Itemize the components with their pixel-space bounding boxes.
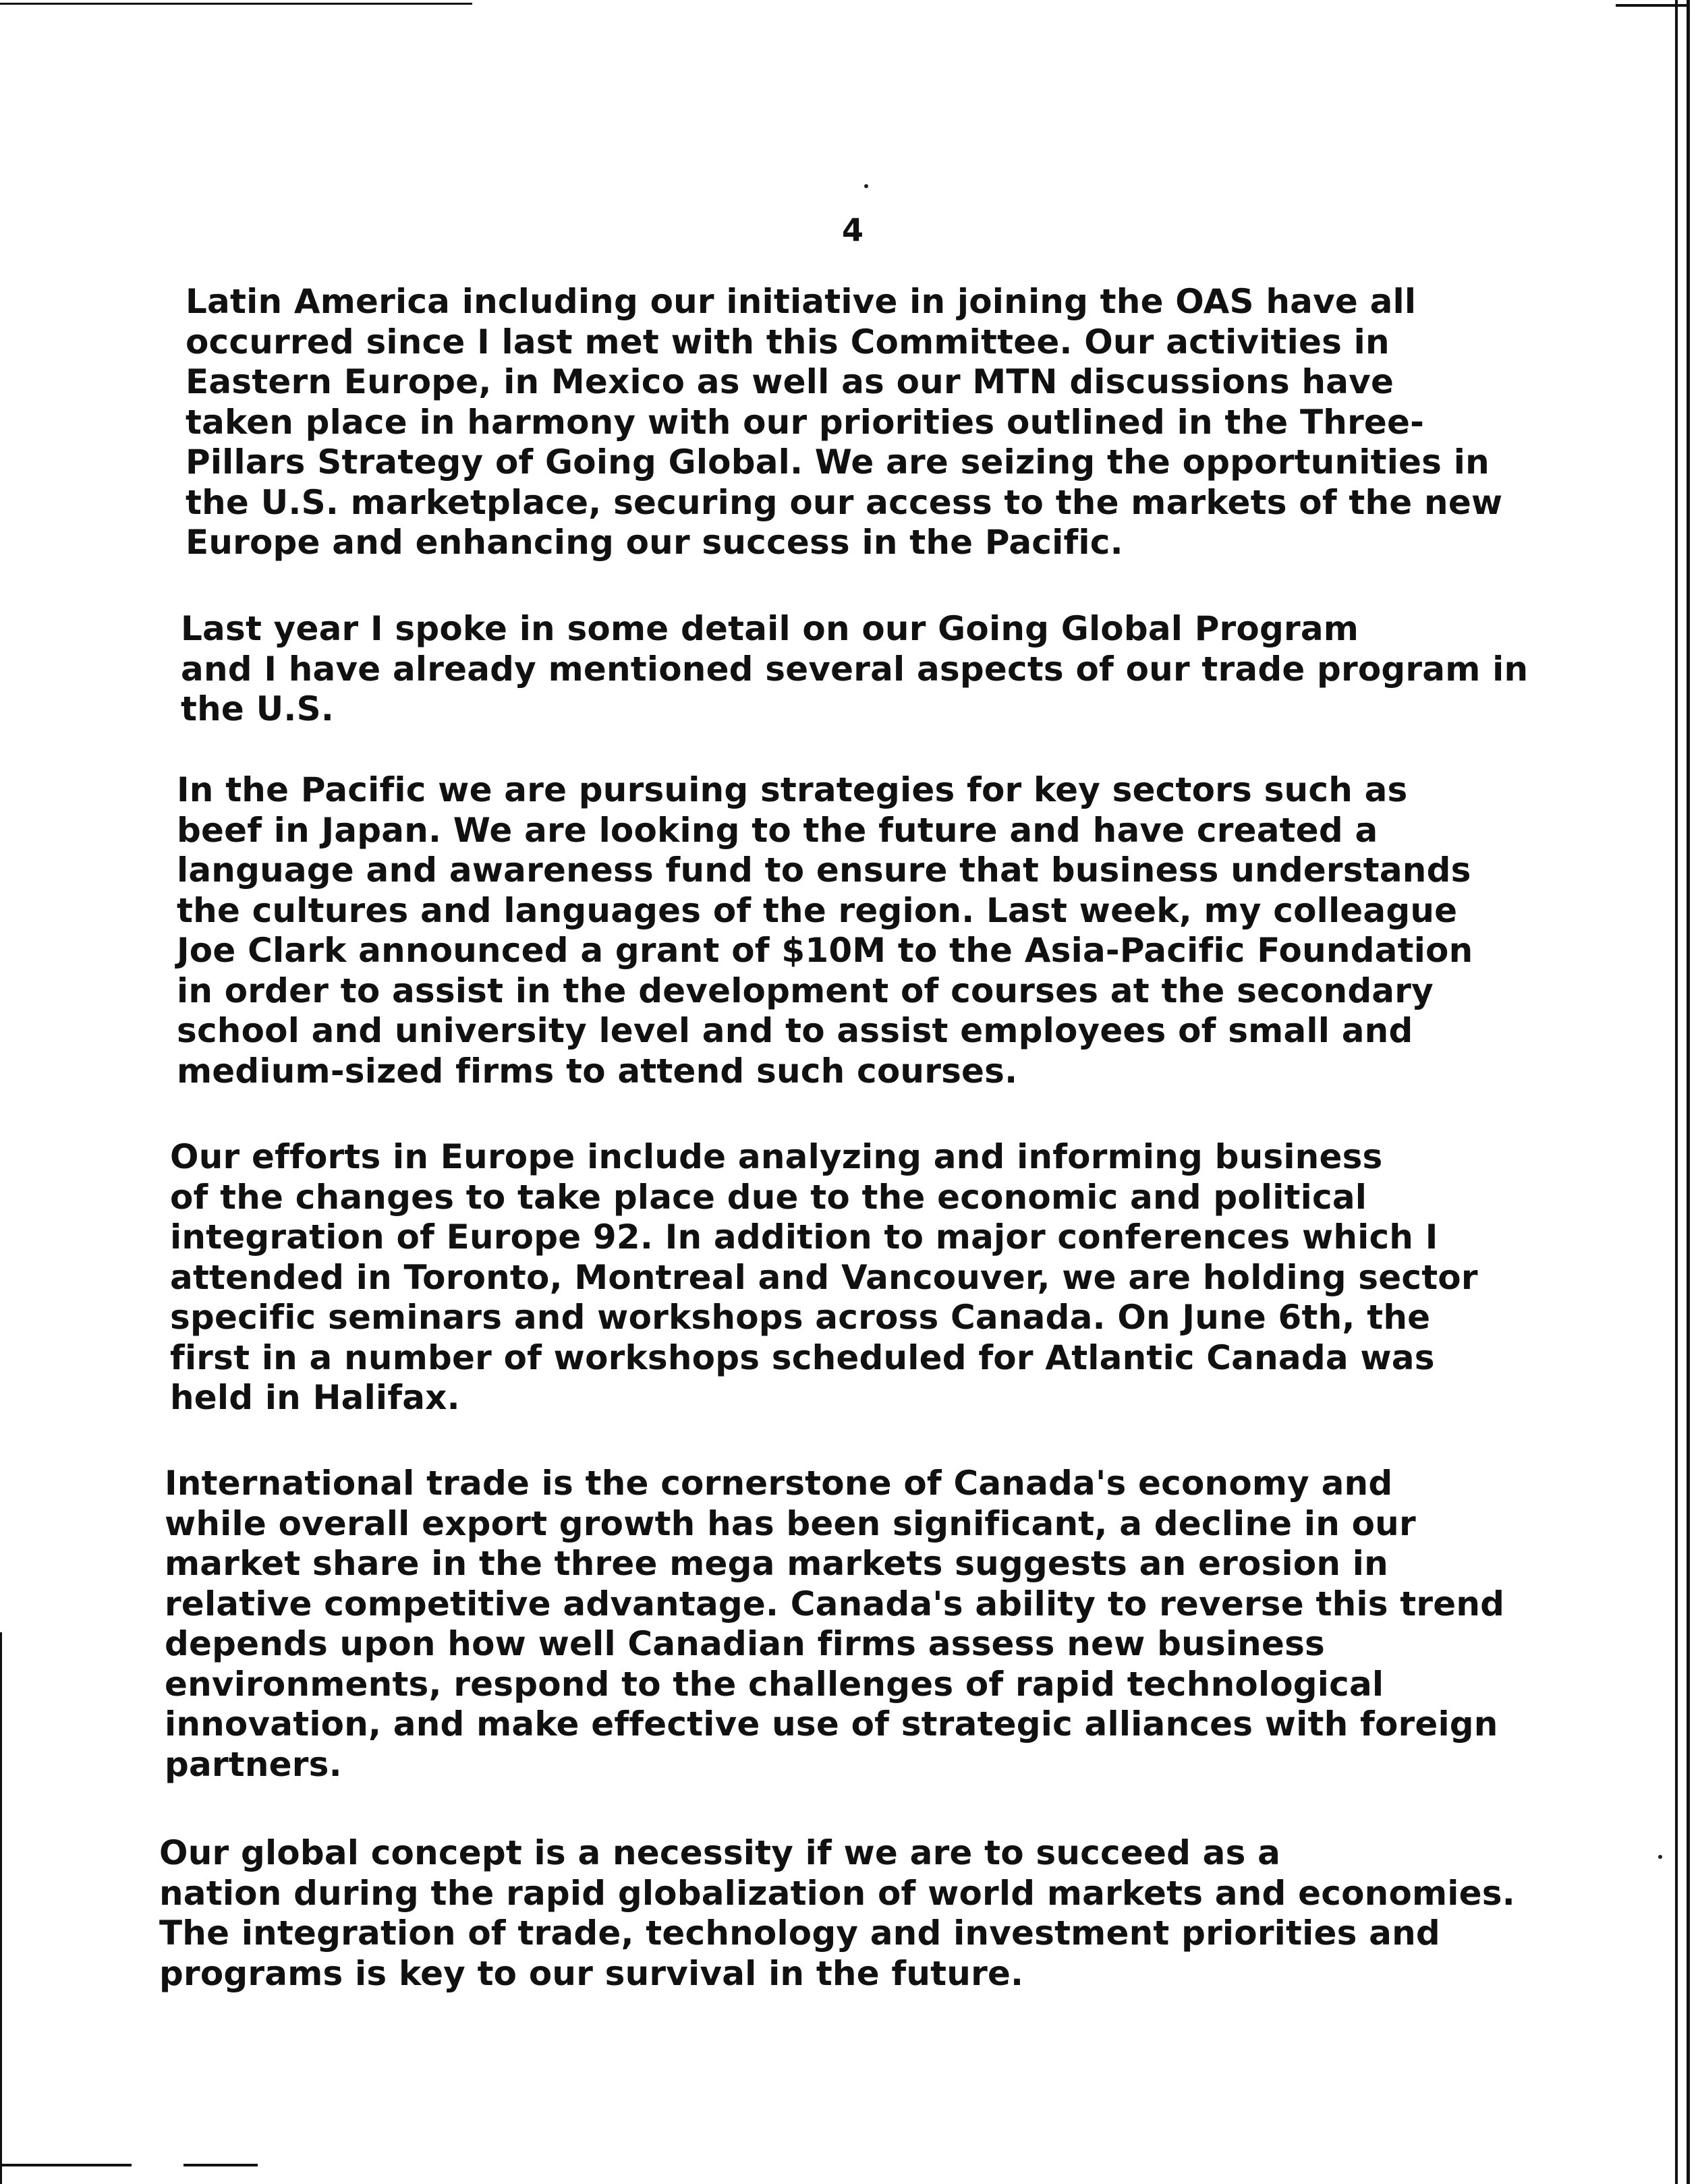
scan-top-rule — [0, 3, 472, 5]
paragraph-latin-america: Latin America including our initiative in joining the OAS have all occurred since I last met with this Committee. Our activities in Eastern Europe, in Mexico as well as our MTN discussions have taken place in harmony with our priorities outlined in the Three- Pillars Strategy of Going Global. We are seizing the opportunities in the U.S. marketplace, securing our access to the markets of the new Europe and enhancing our success in the Pacific. — [186, 282, 1503, 562]
scan-bottom-rule-left — [0, 2164, 132, 2166]
scan-left-margin-mark — [0, 1632, 2, 2184]
scan-right-edge-inner — [1675, 0, 1678, 2184]
scan-bottom-rule-right — [183, 2164, 258, 2166]
paragraph-going-global: Last year I spoke in some detail on our Going Global Program and I have already mentioned several aspects of our trade program in the U.S. — [181, 609, 1529, 728]
paragraph-europe: Our efforts in Europe include analyzing and informing business of the changes to take place due to the economic and political integration of Europe 92. In addition to major conferences which I attended in Toronto, Montreal and Vancouver, we are holding sector specific seminars and workshops across Canada. On June 6th, the first in a number of workshops scheduled for Atlantic Canada was held in Halifax. — [170, 1137, 1478, 1417]
scan-right-edge-top — [1616, 4, 1690, 7]
page-number: 4 — [842, 212, 864, 248]
paragraph-pacific: In the Pacific we are pursuing strategies for key sectors such as beef in Japan. We are looking to the future and have created a language and awareness fund to ensure that business understands the cultures and languages of the region. Last week, my colleague Joe Clark announced a grant of $10M to the Asia-Pacific Foundation in order to assist in the development of courses at the secondary school and university level and to assist employees of small and medium-sized firms to attend such courses. — [177, 770, 1473, 1091]
scan-speck — [1658, 1855, 1662, 1859]
paragraph-international-trade: International trade is the cornerstone of Canada's economy and while overall export growth has been significant, a decline in our market share in the three mega markets suggests an erosion in relative competitive advantage. Canada's ability to reverse this trend depends upon how well Canadian firms assess new business environments, respond to the challenges of rapid technological innovation, and make effective use of strategic alliances with foreign partners. — [165, 1464, 1505, 1784]
paragraph-global-concept: Our global concept is a necessity if we are to succeed as a nation during the rapid globalization of world markets and economies. The integration of trade, technology and investment priorities and programs is key to our survival in the future. — [159, 1833, 1515, 1993]
scan-speck — [864, 184, 868, 188]
scan-right-edge-outer — [1687, 0, 1690, 2184]
